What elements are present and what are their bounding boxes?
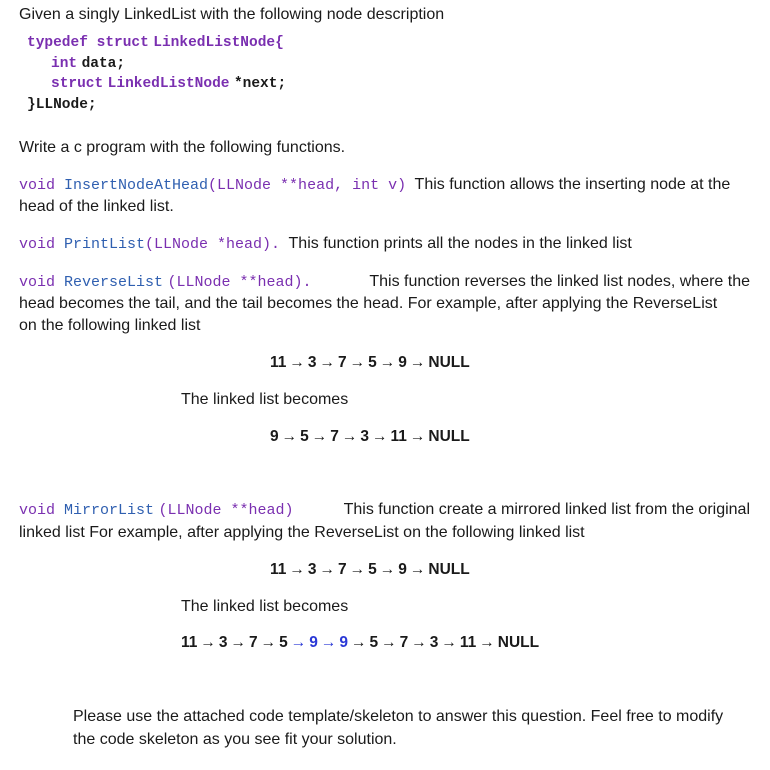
reverse-becomes-text: The linked list becomes	[181, 391, 349, 408]
typedef-alias: }LLNode;	[27, 97, 97, 113]
arrow-icon: →	[409, 354, 426, 371]
func-print-line	[19, 233, 632, 256]
arrow-icon: →	[281, 428, 298, 445]
mirror-becomes-text: The linked list becomes	[181, 598, 349, 615]
func-insert-name: InsertNodeAtHead	[64, 177, 209, 194]
node-value: 7	[399, 634, 409, 651]
node-value: 5	[368, 561, 377, 578]
arrow-icon: →	[409, 561, 426, 578]
mirror-example-after	[181, 632, 539, 654]
typedef-next-type: LinkedListNode	[107, 76, 230, 92]
typedef-line-1	[27, 31, 284, 54]
intro-text: Given a singly LinkedList with the following node description	[19, 6, 445, 23]
node-value: 5	[300, 428, 309, 445]
arrow-icon: →	[379, 354, 396, 371]
func-print-return: void	[19, 236, 65, 253]
arrow-icon: →	[320, 634, 337, 651]
func-insert-line-1	[19, 174, 730, 197]
func-insert-desc-1: This function allows the inserting node at the	[414, 176, 731, 193]
typedef-struct-keyword: struct	[51, 76, 104, 92]
func-reverse-name: ReverseList	[64, 274, 164, 291]
node-value: 9	[398, 561, 407, 578]
node-null: NULL	[428, 428, 470, 445]
func-print-desc: This function prints all the nodes in the linked list	[288, 235, 632, 252]
node-value: 7	[330, 428, 339, 445]
node-value: 7	[249, 634, 258, 651]
typedef-line-3	[51, 72, 286, 95]
arrow-icon: →	[441, 634, 457, 651]
node-value: 3	[360, 428, 369, 445]
node-value: 7	[338, 561, 347, 578]
func-reverse-params: (LLNode **head).	[167, 274, 312, 291]
node-null: NULL	[428, 561, 470, 578]
arrow-icon: →	[319, 354, 336, 371]
arrow-icon: →	[260, 634, 277, 651]
task-text: Write a c program with the following functions.	[19, 139, 346, 156]
typedef-data-field: data;	[81, 56, 126, 72]
node-value: 11	[459, 634, 477, 651]
node-value: 11	[390, 428, 407, 445]
arrow-icon: →	[372, 428, 388, 445]
func-print-params: (LLNode *head).	[145, 236, 281, 253]
arrow-icon: →	[479, 634, 495, 651]
func-mirror-desc-1: This function create a mirrored linked list from the original	[343, 501, 750, 518]
func-reverse-desc-3: on the following linked list	[19, 317, 201, 334]
footer-line-2: the code skeleton as you see fit your solution.	[73, 731, 397, 748]
arrow-icon: →	[289, 354, 305, 371]
func-insert-params: (LLNode **head, int v)	[208, 177, 407, 194]
arrow-icon: →	[409, 428, 426, 445]
arrow-icon: →	[311, 428, 328, 445]
func-mirror-desc-2: linked list For example, after applying the ReverseList on the following linked list	[19, 524, 585, 541]
node-value: 3	[307, 354, 317, 371]
node-null: NULL	[428, 354, 470, 371]
func-mirror-name: MirrorList	[64, 502, 155, 519]
node-value: 5	[279, 634, 288, 651]
node-value: 5	[369, 634, 379, 651]
node-value: 5	[368, 354, 377, 371]
func-reverse-line-1	[19, 271, 750, 294]
arrow-icon: →	[290, 634, 307, 651]
arrow-icon: →	[289, 561, 305, 578]
arrow-icon: →	[200, 634, 216, 651]
typedef-line-4	[27, 93, 97, 116]
arrow-icon: →	[381, 634, 397, 651]
node-value: 11	[270, 561, 287, 578]
node-null: NULL	[497, 634, 540, 651]
node-value-highlight: 9	[309, 634, 318, 651]
arrow-icon: →	[411, 634, 427, 651]
func-mirror-return: void	[19, 502, 65, 519]
node-value: 11	[181, 634, 198, 651]
arrow-icon: →	[319, 561, 336, 578]
node-value-highlight: 9	[339, 634, 349, 651]
footer-line-1: Please use the attached code template/skeleton to answer this question. Feel free to modify	[73, 708, 724, 725]
node-value: 7	[338, 354, 347, 371]
arrow-icon: →	[349, 561, 366, 578]
typedef-struct-name: LinkedListNode{	[153, 35, 284, 51]
func-mirror-params: (LLNode **head)	[158, 502, 294, 519]
node-value: 11	[270, 354, 287, 371]
func-reverse-desc-2: head becomes the tail, and the tail becomes the head. For example, after applying the ReverseList	[19, 295, 718, 312]
arrow-icon: →	[351, 634, 367, 651]
arrow-icon: →	[379, 561, 396, 578]
node-value: 9	[398, 354, 407, 371]
node-value: 3	[429, 634, 439, 651]
func-print-name: PrintList	[64, 236, 146, 253]
func-insert-desc-2: head of the linked list.	[19, 198, 174, 215]
func-reverse-desc-1: This function reverses the linked list nodes, where the	[369, 273, 750, 290]
reverse-example-before	[270, 352, 470, 374]
node-value: 3	[307, 561, 317, 578]
func-mirror-line-1	[19, 499, 750, 522]
node-value: 3	[218, 634, 228, 651]
arrow-icon: →	[349, 354, 366, 371]
node-value: 9	[270, 428, 279, 445]
arrow-icon: →	[341, 428, 358, 445]
func-reverse-return: void	[19, 274, 65, 291]
reverse-example-after	[270, 426, 470, 448]
typedef-int-type: int	[51, 56, 78, 72]
typedef-keyword: typedef struct	[27, 35, 149, 51]
typedef-next-field: *next;	[233, 76, 287, 92]
func-insert-return: void	[19, 177, 65, 194]
arrow-icon: →	[230, 634, 247, 651]
mirror-example-before	[270, 559, 470, 581]
